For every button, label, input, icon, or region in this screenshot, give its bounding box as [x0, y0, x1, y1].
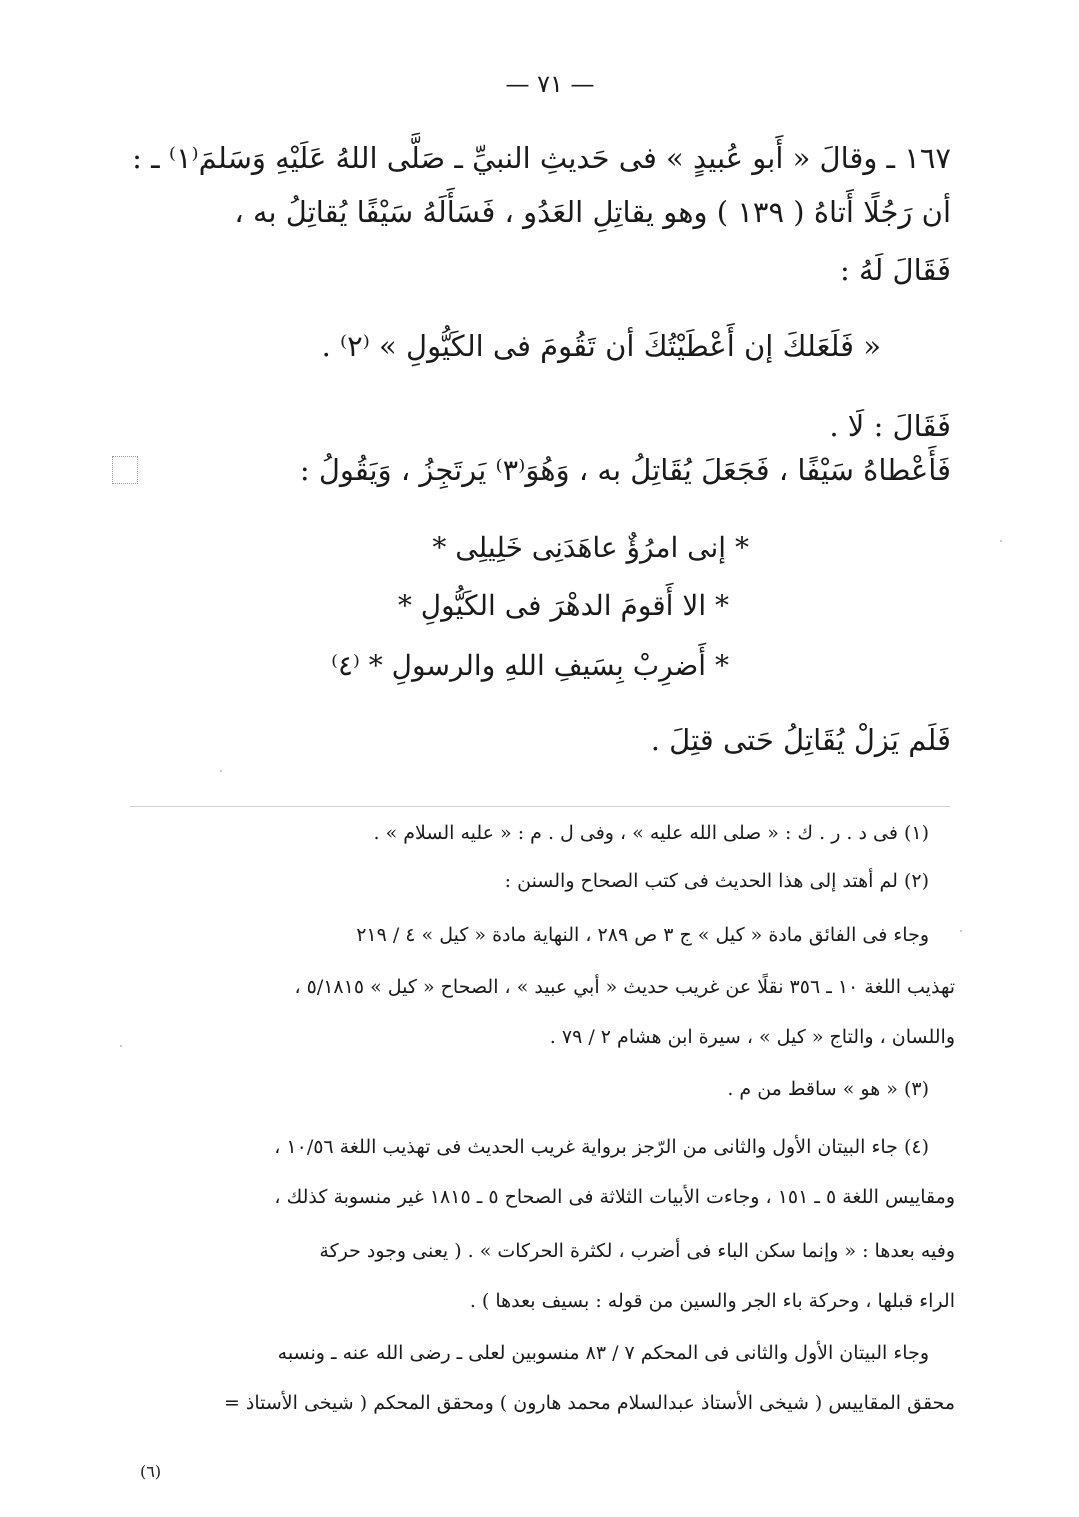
- verse-2: * الا أَقومَ الدهْرَ فى الكَيُّولِ *: [397, 589, 729, 622]
- footnote-4-line-4: الراء قبلها ، وحركة باء الجر والسين من قوله : بسيف بعدها ) .: [469, 1290, 955, 1312]
- scan-artifact-dot: [120, 1045, 122, 1047]
- scan-artifact-bracket: [112, 456, 138, 484]
- hadith-quote: « فَلَعَلكَ إن أَعْطَيْتُكَ أن تَقُومَ فى الكَيُّولِ » ⁽٢⁾ .: [321, 329, 881, 363]
- footnote-2-line-2: وجاء فى الفائق مادة « كيل » ج ٣ ص ٢٨٩ ، النهاية مادة « كيل » ٤ / ٢١٩: [356, 924, 929, 946]
- hadith-closing: فَلَم يَزلْ يُقَاتِلُ حَتى قتِلَ .: [650, 723, 951, 757]
- signature-mark: (٦): [140, 1462, 162, 1481]
- scan-artifact-dot: [960, 930, 962, 932]
- verse-3: * أَضرِبْ بِسَيفِ اللهِ والرسولِ * ⁽٤⁾: [331, 649, 729, 682]
- hadith-line-6: فَأَعْطاهُ سَيْفًا ، فَجَعَلَ يُقَاتِلُ به ، وَهُوَ⁽٣⁾ يَرتَجِزُ ، وَيَقُولُ :: [299, 453, 951, 487]
- footnote-2: (٢) لم أهتد إلى هذا الحديث فى كتب الصحاح والسنن :: [504, 870, 929, 892]
- hadith-reply: فَقَالَ : لَا .: [829, 409, 951, 443]
- footnote-4: (٤) جاء البيتان الأول والثانى من الرّجز برواية غريب الحديث فى تهذيب اللغة ١٠/٥٦ ،: [274, 1136, 929, 1158]
- verse-1: * إنى امرُؤٌ عاهَدَنِى خَلِيلِى *: [432, 531, 749, 564]
- footnote-4-line-5: وجاء البيتان الأول والثانى فى المحكم ٧ / ٨٣ منسوبين لعلى ـ رضى الله عنه ـ ونسبه: [277, 1342, 929, 1364]
- footnote-3: (٣) « هو » ساقط من م .: [727, 1078, 929, 1100]
- footnote-separator: [130, 806, 950, 807]
- scan-artifact-dot: [220, 770, 222, 772]
- scan-artifact-dot: [1000, 540, 1002, 542]
- hadith-line-3: فَقَالَ لَهُ :: [839, 253, 951, 287]
- footnote-2-line-4: واللسان ، والتاج « كيل » ، سيرة ابن هشام ٢ / ٧٩ .: [549, 1026, 955, 1048]
- page-number: — ٧١ —: [505, 70, 595, 98]
- footnote-4-line-2: ومقاييس اللغة ٥ ـ ١٥١ ، وجاءت الأبيات الثلاثة فى الصحاح ٥ ـ ١٨١٥ غير منسوبة كذلك ،: [274, 1186, 955, 1208]
- footnote-1: (١) فى د . ر . ك : « صلى الله عليه » ، وفى ل . م : « عليه السلام » .: [373, 822, 929, 844]
- footnote-2-line-3: تهذيب اللغة ١٠ ـ ٣٥٦ نقلًا عن غريب حديث « أبي عبيد » ، الصحاح « كيل » ٥/١٨١٥ ،: [294, 976, 955, 998]
- footnote-4-line-3: وفيه بعدها : « وإنما سكن الباء فى أضرب ، لكثرة الحركات » . ( يعنى وجود حركة: [319, 1240, 955, 1262]
- hadith-line-2: أن رَجُلًا أَتاهُ ( ١٣٩ ) وهو يقاتِلِ العَدُو ، فَسَأَلَهُ سَيْفًا يُقاتِلُ به ،: [234, 195, 951, 229]
- hadith-line-1: ١٦٧ ـ وقالَ « أَبو عُبيدٍ » فى حَديثِ النبيِّ ـ صَلَّى اللهُ عَلَيْهِ وَسَلمَ⁽١⁾ ـ :: [132, 141, 951, 175]
- footnote-4-line-6: محقق المقاييس ( شيخى الأستاذ عبدالسلام محمد هارون ) ومحقق المحكم ( شيخى الأستاذ =: [223, 1392, 955, 1414]
